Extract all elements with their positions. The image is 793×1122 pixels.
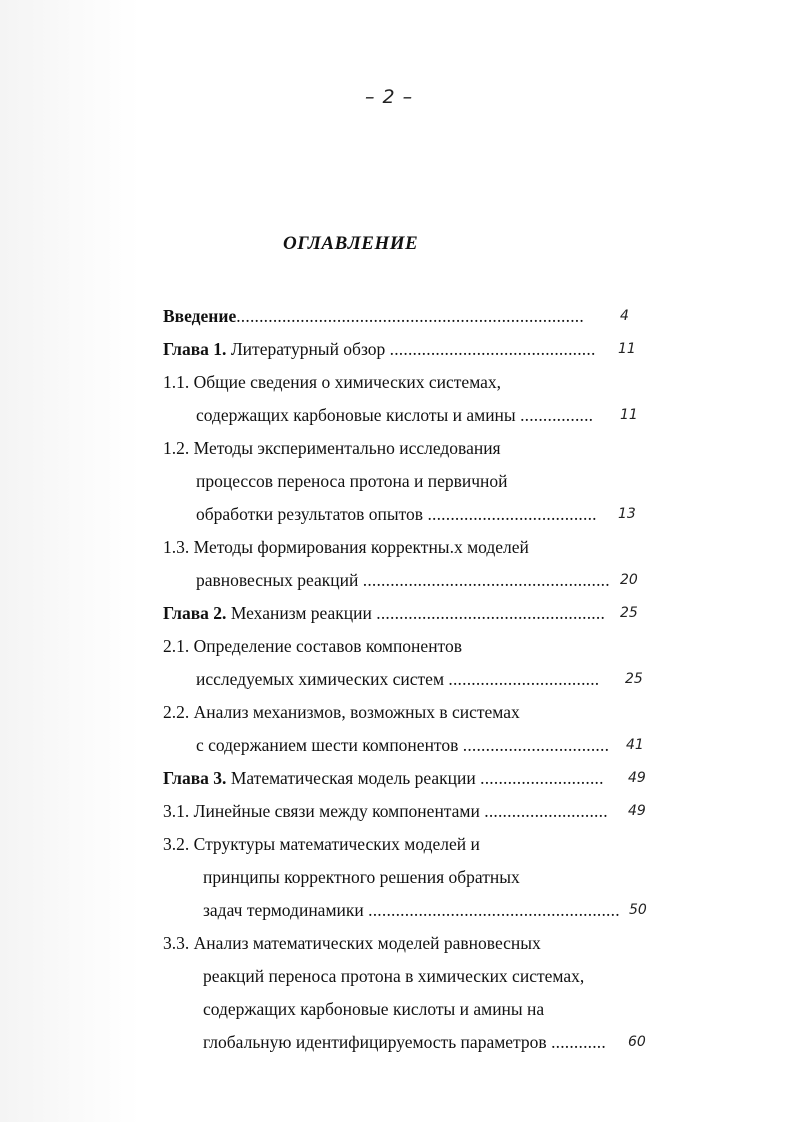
toc-entry-intro [163, 300, 683, 333]
toc-page-number: 50 [629, 902, 647, 918]
toc-chapter-label: Глава 1. [163, 339, 227, 359]
toc-label: Введение [163, 306, 237, 326]
toc-label: 1.1. Общие сведения о химических системах, [163, 372, 502, 392]
toc-label: задач термодинамики [203, 900, 369, 920]
toc-page-number: 60 [628, 1034, 646, 1050]
toc-label: 1.3. Методы формирования корректны.х моделей [163, 537, 529, 557]
toc-entry-3-2-line1 [163, 828, 683, 861]
toc-entry-chapter-2 [163, 597, 683, 630]
toc-label: Механизм реакции [226, 603, 377, 623]
toc-label: с содержанием шести компонентов [196, 735, 463, 755]
toc-leader: ...................................................... [362, 570, 610, 590]
toc-label: Математическая модель реакции [226, 768, 481, 788]
toc-leader: ........................... [484, 801, 608, 821]
toc-page-number: 49 [628, 770, 646, 786]
toc-leader: ....................................................... [368, 900, 620, 920]
toc-label: 3.2. Структуры математических моделей и [163, 834, 480, 854]
toc-leader: ................ [520, 405, 594, 425]
toc-entry-1-2-line2 [163, 465, 683, 498]
toc-page-number: 13 [618, 506, 636, 522]
toc-label: содержащих карбоновые кислоты и амины на [203, 999, 545, 1019]
toc-page-number: 11 [620, 407, 638, 423]
scan-shadow [0, 0, 140, 1122]
toc-leader: ................................ [462, 735, 610, 755]
toc-entry-chapter-3 [163, 762, 683, 795]
toc-entry-3-3-line4 [163, 1026, 683, 1059]
toc-label: 3.1. Линейные связи между компонентами [163, 801, 485, 821]
toc-entry-3-3-line1 [163, 927, 683, 960]
toc-entry-2-2-line1 [163, 696, 683, 729]
table-of-contents [163, 300, 683, 1059]
toc-entry-1-2-line3 [163, 498, 683, 531]
toc-leader: ............................................................................ [236, 306, 584, 326]
toc-entry-3-2-line2 [163, 861, 683, 894]
toc-entry-1-1-line1 [163, 366, 683, 399]
toc-entry-chapter-1 [163, 333, 683, 366]
toc-page-number: 4 [620, 308, 629, 324]
toc-entry-1-3-line1 [163, 531, 683, 564]
toc-label: Литературный обзор [226, 339, 390, 359]
toc-entry-1-2-line1 [163, 432, 683, 465]
toc-page-number: 25 [625, 671, 643, 687]
toc-leader: ..................................... [427, 504, 597, 524]
toc-chapter-label: Глава 3. [163, 768, 227, 788]
toc-entry-1-3-line2 [163, 564, 683, 597]
toc-label: реакций переноса протона в химических системах, [203, 966, 585, 986]
toc-entry-1-1-line2 [163, 399, 683, 432]
toc-page-number: 11 [618, 341, 636, 357]
toc-label: 1.2. Методы экспериментально исследования [163, 438, 501, 458]
toc-entry-3-3-line3 [163, 993, 683, 1026]
toc-page-number: 41 [626, 737, 644, 753]
toc-entry-3-3-line2 [163, 960, 683, 993]
toc-leader: ........................... [480, 768, 604, 788]
toc-label: 2.1. Определение составов компонентов [163, 636, 462, 656]
toc-leader: ............ [551, 1032, 606, 1052]
toc-entry-2-1-line1 [163, 630, 683, 663]
toc-leader: .................................................. [376, 603, 606, 623]
toc-entry-2-2-line2 [163, 729, 683, 762]
toc-entry-2-1-line2 [163, 663, 683, 696]
toc-page-number: 49 [628, 803, 646, 819]
toc-label: принципы корректного решения обратных [203, 867, 520, 887]
page-number: – 2 – [365, 86, 414, 108]
toc-page-number: 20 [620, 572, 638, 588]
toc-heading: ОГЛАВЛЕНИЕ [283, 233, 419, 254]
toc-label: 3.3. Анализ математических моделей равновесных [163, 933, 541, 953]
toc-label: равновесных реакций [196, 570, 363, 590]
toc-leader: ............................................. [389, 339, 596, 359]
toc-label: 2.2. Анализ механизмов, возможных в системах [163, 702, 520, 722]
toc-entry-3-2-line3 [163, 894, 683, 927]
toc-label: исследуемых химических систем [196, 669, 449, 689]
toc-entry-3-1 [163, 795, 683, 828]
toc-page-number: 25 [620, 605, 638, 621]
toc-leader: ................................. [448, 669, 600, 689]
toc-label: глобальную идентифицируемость параметров [203, 1032, 552, 1052]
toc-label: содержащих карбоновые кислоты и амины [196, 405, 521, 425]
toc-label: обработки результатов опытов [196, 504, 428, 524]
toc-label: процессов переноса протона и первичной [196, 471, 508, 491]
toc-chapter-label: Глава 2. [163, 603, 227, 623]
